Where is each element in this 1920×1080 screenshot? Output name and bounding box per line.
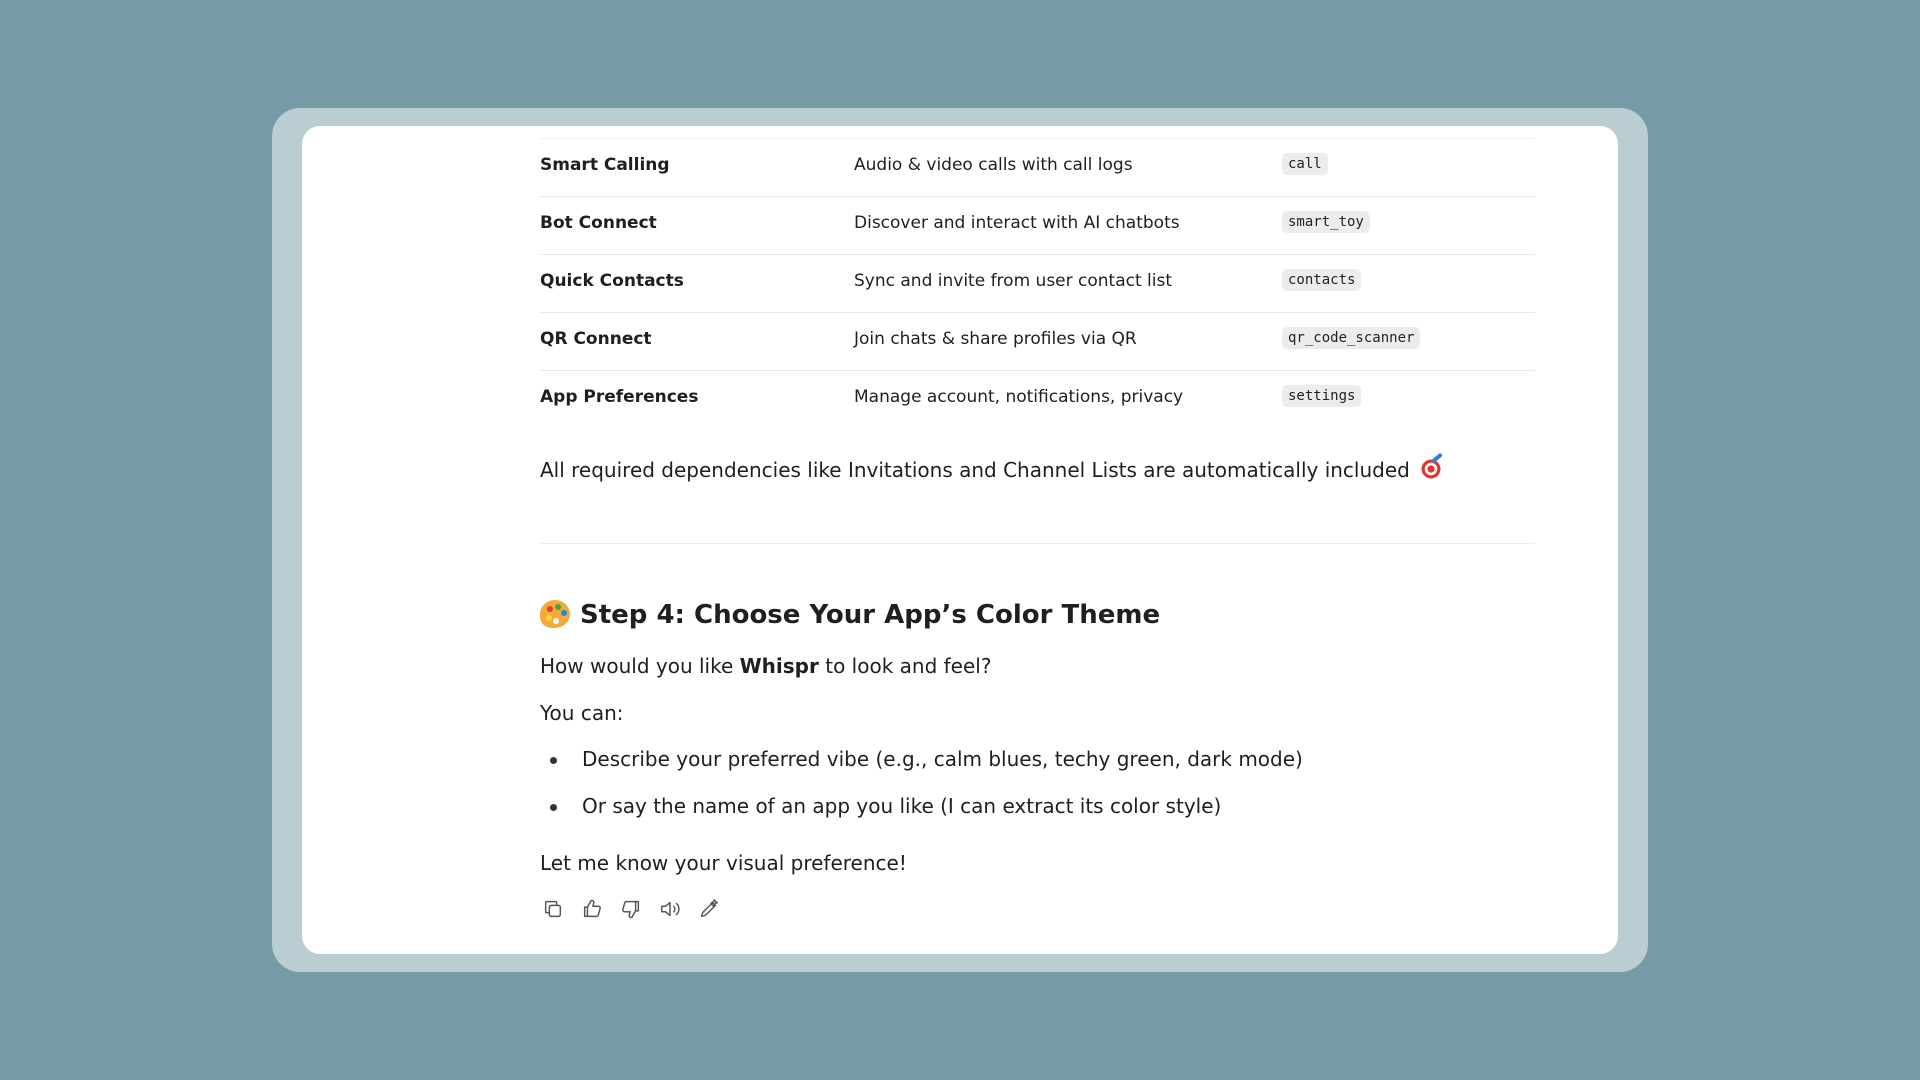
feature-icon-code: qr_code_scanner	[1282, 327, 1420, 349]
feature-description: Manage account, notifications, privacy	[854, 387, 1184, 407]
list-item-text: Or say the name of an app you like (I can extract its color style)	[582, 794, 1222, 818]
divider	[540, 543, 1535, 544]
thumbs-up-icon	[581, 898, 603, 920]
feature-name: Bot Connect	[540, 213, 657, 233]
thumbs-down-icon	[620, 898, 642, 920]
palette-icon	[540, 600, 570, 628]
dart-target-icon	[1420, 458, 1442, 480]
table-row	[540, 370, 1535, 428]
table-row	[540, 196, 1535, 255]
table-row	[540, 312, 1535, 371]
step-heading	[540, 600, 1160, 630]
you-can-label: You can:	[540, 701, 624, 725]
read-aloud-icon	[659, 898, 681, 920]
thumbs-down-button[interactable]	[618, 896, 644, 922]
app-name: Whispr	[739, 654, 819, 678]
copy-icon	[542, 898, 564, 920]
table-row	[540, 254, 1535, 313]
table-row	[540, 138, 1535, 197]
feature-description: Discover and interact with AI chatbots	[854, 213, 1180, 233]
dependencies-note	[540, 458, 1442, 482]
feature-description: Audio & video calls with call logs	[854, 155, 1133, 175]
intro-question	[540, 654, 991, 678]
feature-icon-code: contacts	[1282, 269, 1361, 291]
list-item-text: Describe your preferred vibe (e.g., calm blues, techy green, dark mode)	[582, 747, 1303, 771]
intro-prefix: How would you like	[540, 654, 740, 678]
chat-message-card	[302, 126, 1618, 954]
feature-name: Smart Calling	[540, 155, 670, 175]
feature-icon-code: settings	[1282, 385, 1361, 407]
closing-text: Let me know your visual preference!	[540, 851, 907, 875]
feature-icon-code: call	[1282, 153, 1328, 175]
edit-icon	[698, 898, 720, 920]
bullet-dot	[550, 757, 557, 764]
edit-button[interactable]	[696, 896, 722, 922]
read-aloud-button[interactable]	[657, 896, 683, 922]
dependencies-note-text: All required dependencies like Invitations and Channel Lists are automatically included	[540, 458, 1410, 482]
feature-icon-code: smart_toy	[1282, 211, 1370, 233]
bullet-dot	[550, 804, 557, 811]
feature-description: Sync and invite from user contact list	[854, 271, 1173, 291]
copy-button[interactable]	[540, 896, 566, 922]
feature-name: Quick Contacts	[540, 271, 684, 291]
feature-description: Join chats & share profiles via QR	[854, 329, 1137, 349]
thumbs-up-button[interactable]	[579, 896, 605, 922]
feature-name: App Preferences	[540, 387, 699, 407]
intro-suffix: to look and feel?	[818, 654, 992, 678]
feature-name: QR Connect	[540, 329, 652, 349]
step-heading-text: Step 4: Choose Your App’s Color Theme	[580, 600, 1161, 630]
